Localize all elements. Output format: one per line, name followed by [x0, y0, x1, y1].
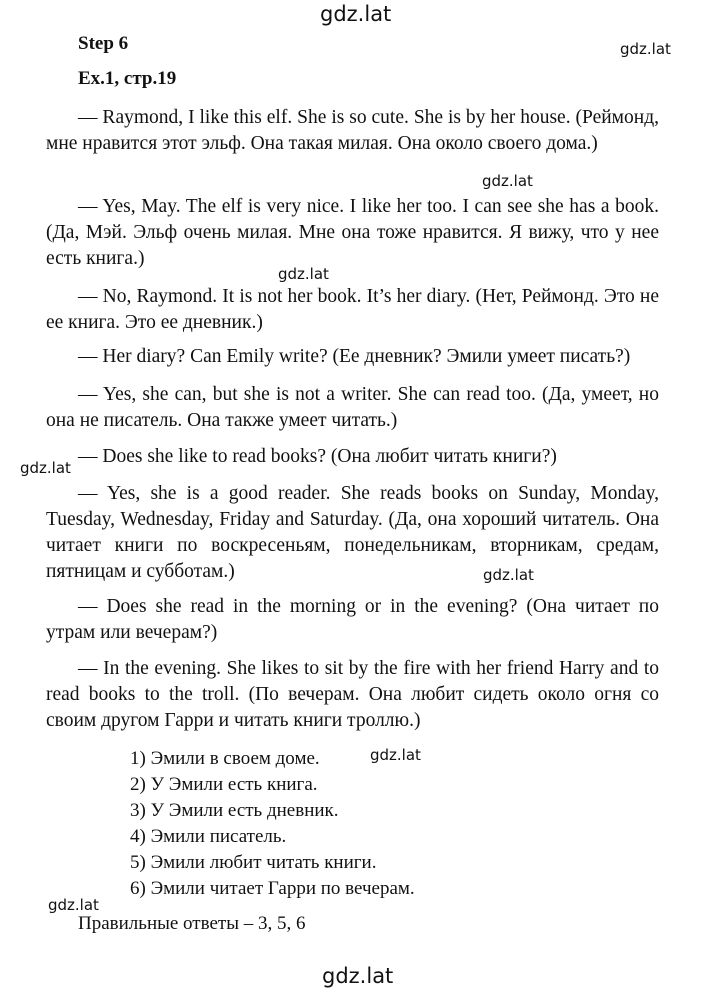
answer-item: 1) Эмили в своем доме. — [130, 748, 320, 769]
dialogue-paragraph: — No, Raymond. It is not her book. It’s her diary. (Нет, Реймонд. Это не ее книга. Это ее дневник.) — [46, 286, 659, 333]
watermark: gdz.lat — [483, 566, 534, 584]
dialogue-paragraph: — Her diary? Can Emily write? (Ее дневник? Эмили умеет писать?) — [78, 346, 631, 367]
watermark: gdz.lat — [370, 746, 421, 764]
dialogue-paragraph: — In the evening. She likes to sit by the fire with her friend Harry and to read books to the troll. (По вечерам. Она любит сидеть около огня со своим другом Гарри и читать книги троллю.) — [46, 658, 659, 731]
answer-item: 3) У Эмили есть дневник. — [130, 800, 339, 821]
dialogue-paragraph: — Yes, May. The elf is very nice. I like her too. I can see she has a book. (Да, Мэй. Эльф очень милая. Мне она тоже нравится. Я вижу, что у нее есть книга.) — [46, 196, 659, 269]
answer-list — [130, 746, 415, 902]
step-title: Step 6 — [78, 33, 129, 54]
answer-item: 6) Эмили читает Гарри по вечерам. — [130, 878, 415, 899]
dialogue-paragraph: — Raymond, I like this elf. She is so cute. She is by her house. (Реймонд, мне нравится этот эльф. Она такая милая. Она около своего дома.) — [46, 107, 659, 154]
watermark: gdz.lat — [482, 172, 533, 190]
dialogue-paragraph: — Does she like to read books? (Она любит читать книги?) — [78, 446, 557, 467]
watermark: gdz.lat — [278, 265, 329, 283]
watermark: gdz.lat — [48, 896, 99, 914]
dialogue-paragraph: — Yes, she is a good reader. She reads books on Sunday, Monday, Tuesday, Wednesday, Friday and Saturday. (Да, она хороший читатель. Она читает книги по воскресеньям, понедельникам, вторникам, средам, пятницам и субботам.) — [46, 483, 659, 582]
answer-item: 4) Эмили писатель. — [130, 826, 287, 847]
watermark: gdz.lat — [20, 459, 71, 477]
watermark-bottom: gdz.lat — [322, 964, 394, 988]
dialogue-paragraph: — Yes, she can, but she is not a writer. She can read too. (Да, умеет, но она не писатель. Она также умеет читать.) — [46, 384, 659, 431]
correct-answers: Правильные ответы – 3, 5, 6 — [78, 913, 306, 934]
watermark: gdz.lat — [620, 40, 671, 58]
answer-item: 5) Эмили любит читать книги. — [130, 852, 377, 873]
answer-item: 2) У Эмили есть книга. — [130, 774, 318, 795]
watermark-top: gdz.lat — [320, 2, 392, 26]
exercise-title: Ex.1, стр.19 — [78, 68, 177, 89]
dialogue-paragraph: — Does she read in the morning or in the evening? (Она читает по утрам или вечерам?) — [46, 596, 659, 643]
